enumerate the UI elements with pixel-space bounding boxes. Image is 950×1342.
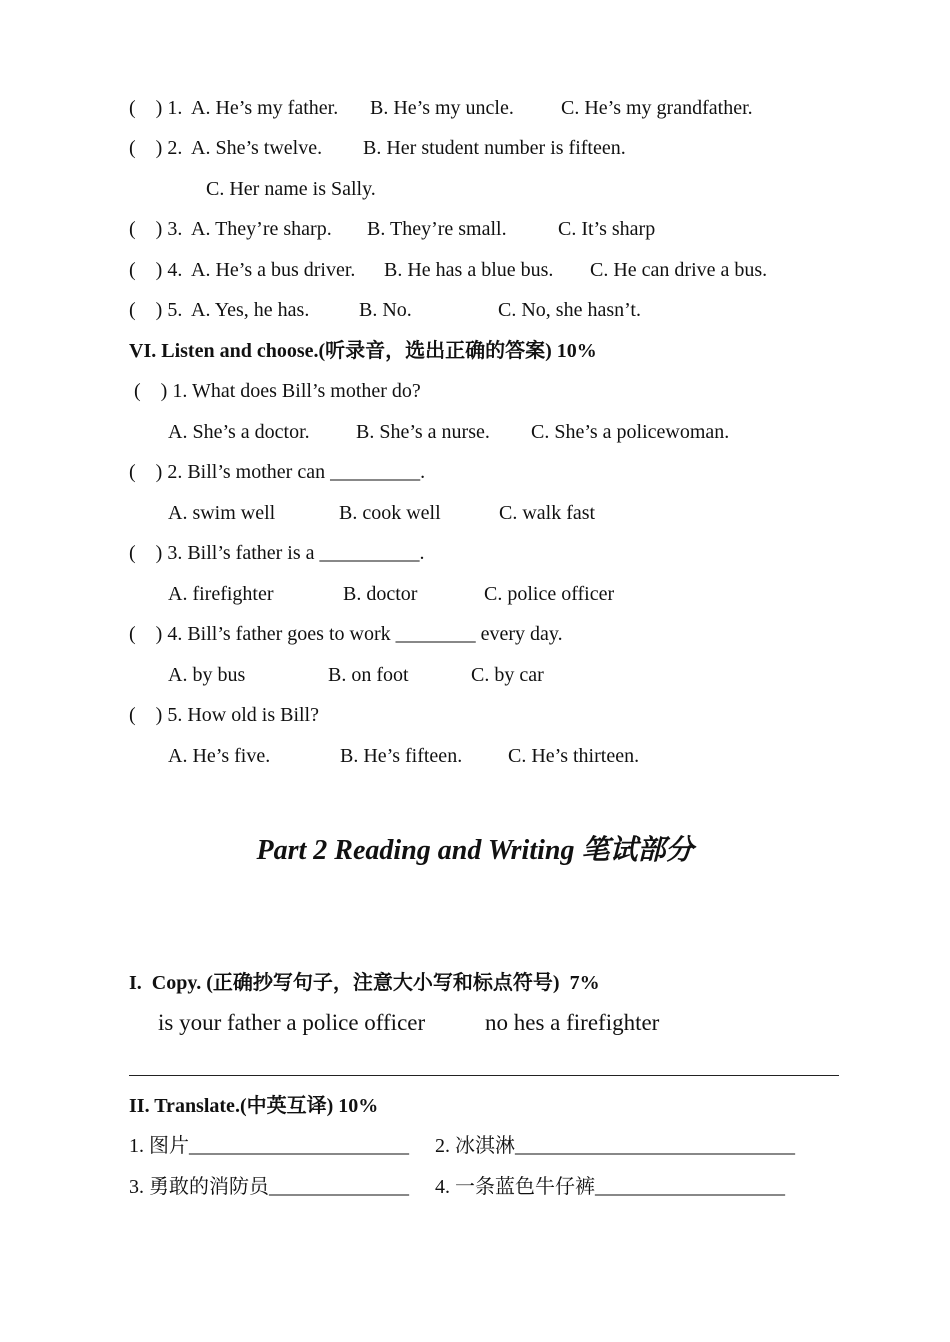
option-a: A. firefighter [168, 583, 274, 605]
option-c: C. He can drive a bus. [590, 259, 768, 281]
option-c: C. He’s thirteen. [508, 745, 640, 767]
option-b: B. He’s my uncle. [370, 97, 514, 119]
option-b: B. doctor [343, 583, 418, 605]
question-prompt: ( ) 2. Bill’s mother can _________. [129, 461, 426, 483]
option-b: B. They’re small. [367, 218, 507, 240]
option-a: A. by bus [168, 664, 246, 686]
option-b: B. She’s a nurse. [356, 421, 490, 443]
option-a: A. She’s a doctor. [168, 421, 310, 443]
option-a: A. Yes, he has. [191, 299, 310, 321]
option-b: B. He has a blue bus. [384, 259, 554, 281]
option-b: B. Her student number is fifteen. [363, 137, 626, 159]
option-a: A. He’s a bus driver. [191, 259, 356, 281]
option-c: C. police officer [484, 583, 615, 605]
section-vi-heading: VI. Listen and choose.(听录音，选出正确的答案) 10% [129, 340, 597, 362]
item-prefix: ( ) 2. [129, 137, 183, 159]
copy-sentence-2: no hes a firefighter [485, 1010, 660, 1035]
option-c: C. walk fast [499, 502, 596, 524]
section-ii-heading: II. Translate.(中英互译) 10% [129, 1095, 379, 1117]
option-a: A. swim well [168, 502, 276, 524]
option-c: C. He’s my grandfather. [561, 97, 753, 119]
option-c: C. She’s a policewoman. [531, 421, 730, 443]
question-prompt: ( ) 3. Bill’s father is a __________. [129, 542, 425, 564]
option-c: C. Her name is Sally. [206, 178, 376, 200]
option-c: C. It’s sharp [558, 218, 656, 240]
item-prefix: ( ) 1. [129, 97, 183, 119]
translate-item-1: 1. 图片______________________ [129, 1135, 409, 1157]
option-b: B. on foot [328, 664, 409, 686]
item-prefix: ( ) 3. [129, 218, 183, 240]
question-prompt: ( ) 1. What does Bill’s mother do? [129, 380, 421, 402]
translate-item-2: 2. 冰淇淋____________________________ [435, 1135, 795, 1157]
item-prefix: ( ) 4. [129, 259, 183, 281]
section-i-heading: I. Copy. (正确抄写句子，注意大小写和标点符号) 7% [129, 972, 600, 994]
question-prompt: ( ) 4. Bill’s father goes to work ________ every day. [129, 623, 563, 645]
option-a: A. He’s my father. [191, 97, 339, 119]
option-a: A. She’s twelve. [191, 137, 323, 159]
translate-item-3: 3. 勇敢的消防员______________ [129, 1176, 409, 1198]
question-prompt: ( ) 5. How old is Bill? [129, 704, 319, 726]
option-a: A. They’re sharp. [191, 218, 332, 240]
option-b: B. cook well [339, 502, 441, 524]
option-a: A. He’s five. [168, 745, 271, 767]
option-c: C. No, she hasn’t. [498, 299, 641, 321]
translate-item-4: 4. 一条蓝色牛仔裤___________________ [435, 1176, 785, 1198]
copy-answer-line [129, 1075, 839, 1076]
option-b: B. No. [359, 299, 412, 321]
option-c: C. by car [471, 664, 544, 686]
copy-sentence-1: is your father a police officer [158, 1010, 426, 1035]
part2-title: Part 2 Reading and Writing 笔试部分 [256, 835, 694, 866]
option-b: B. He’s fifteen. [340, 745, 463, 767]
item-prefix: ( ) 5. [129, 299, 183, 321]
